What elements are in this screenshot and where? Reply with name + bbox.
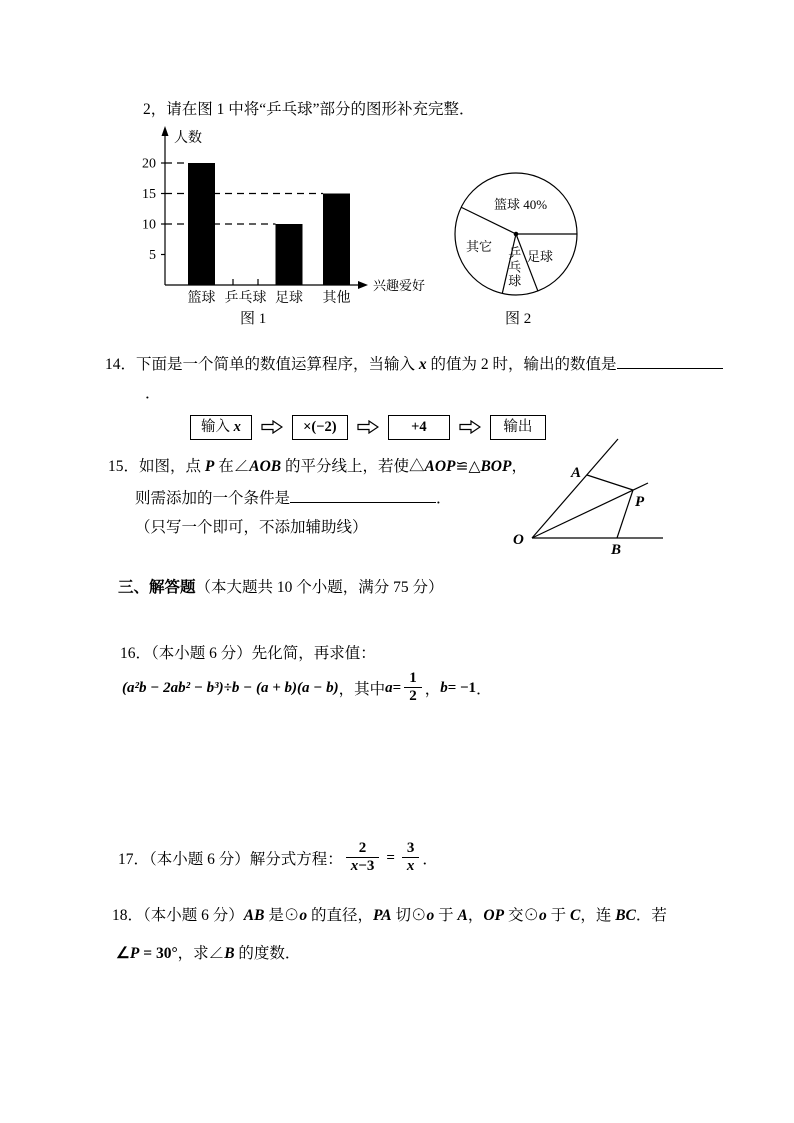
label-P: P — [635, 494, 645, 510]
svg-text:人数: 人数 — [174, 131, 202, 146]
q18-line1: 18．（本小题 6 分）AB 是⊙o 的直径，PA 切⊙o 于 A，OP 交⊙o 于 C，连 BC．若 — [112, 907, 667, 924]
q14-flowchart — [190, 415, 546, 440]
q14-var-x: x — [418, 356, 427, 373]
flow-box-output: 输出 — [490, 415, 546, 440]
label-B: B — [611, 542, 622, 558]
svg-text:5: 5 — [149, 248, 156, 263]
svg-text:其他: 其他 — [322, 291, 351, 306]
q15-line3: （只写一个即可，不添加辅助线） — [135, 519, 368, 536]
q17-fraction-left: $\frac{2}{x-3}$ — [346, 841, 380, 874]
q15-line1: 15．如图，点 P 在∠AOB 的平分线上，若使△AOP≌△BOP， — [108, 458, 527, 475]
flow-box-input: 输入 x — [190, 415, 252, 440]
q14-answer-blank — [617, 354, 723, 369]
segment-AP — [587, 475, 633, 490]
q14-seg0: 14．下面是一个简单的数值运算程序，当输入 — [105, 356, 419, 373]
pie-chart-caption: 图 2 — [505, 311, 532, 327]
svg-text:乒乓球: 乒乓球 — [224, 291, 267, 306]
q14-period: ． — [145, 385, 161, 402]
svg-text:兴趣爱好: 兴趣爱好 — [373, 278, 426, 293]
intro-line: 2，请在图 1 中将“乒乓球”部分的图形补充完整． — [143, 101, 475, 118]
svg-text:20: 20 — [142, 156, 156, 172]
flow-arrow-icon — [261, 420, 283, 434]
section3-header: 三、解答题（本大题共 10 个小题，满分 75 分） — [118, 579, 444, 596]
q16-formula: (a²b − 2ab² − b³)÷b − (a + b)(a − b) ，其中 a = $\frac{1}{2}$ ， b = −1 ． — [122, 670, 492, 705]
svg-text:篮球: 篮球 — [187, 291, 216, 306]
q17-equals: = — [386, 849, 395, 866]
flow-box-add: +4 — [388, 415, 450, 440]
label-O: O — [513, 532, 524, 548]
flow-arrow-icon — [459, 420, 481, 434]
flow-arrow-icon — [357, 420, 379, 434]
pie-label-football: 足球 — [527, 249, 554, 264]
pie-label-basketball: 篮球 40% — [494, 197, 548, 212]
svg-text:10: 10 — [142, 217, 156, 233]
bar-chart-caption: 图 1 — [240, 311, 267, 327]
flow-box-multiply: ×(−2) — [292, 415, 348, 440]
ray-OA — [532, 439, 618, 538]
q18-line2: ∠P = 30°，求∠B 的度数． — [116, 945, 301, 962]
q15-line2: 则需添加的一个条件是 ． — [135, 490, 452, 507]
q17-fraction-right: $\frac{3}{x}$ — [402, 841, 420, 874]
ray-OP-bisector — [532, 483, 648, 538]
q15-geometry-figure — [505, 428, 675, 563]
q16-header: 16．（本小题 6 分）先化简，再求值： — [120, 645, 376, 662]
svg-text:足球: 足球 — [275, 291, 303, 306]
bar-chart-svg — [130, 125, 440, 310]
q16-fraction: $\frac{1}{2}$ — [404, 671, 422, 704]
q14-seg2: 的值为 2 时，输出的数值是 — [426, 356, 617, 373]
pie-label-pingpong: 乒乓球 — [506, 246, 522, 288]
q17-row: 17．（本小题 6 分）解分式方程： $\frac{2}{x-3}$ = $\frac{3}{x}$ ． — [118, 840, 438, 875]
label-A: A — [571, 465, 582, 481]
q14-text — [105, 354, 723, 374]
svg-text:15: 15 — [142, 187, 156, 202]
q15-answer-blank — [290, 488, 436, 503]
pie-label-other: 其它 — [466, 239, 493, 254]
